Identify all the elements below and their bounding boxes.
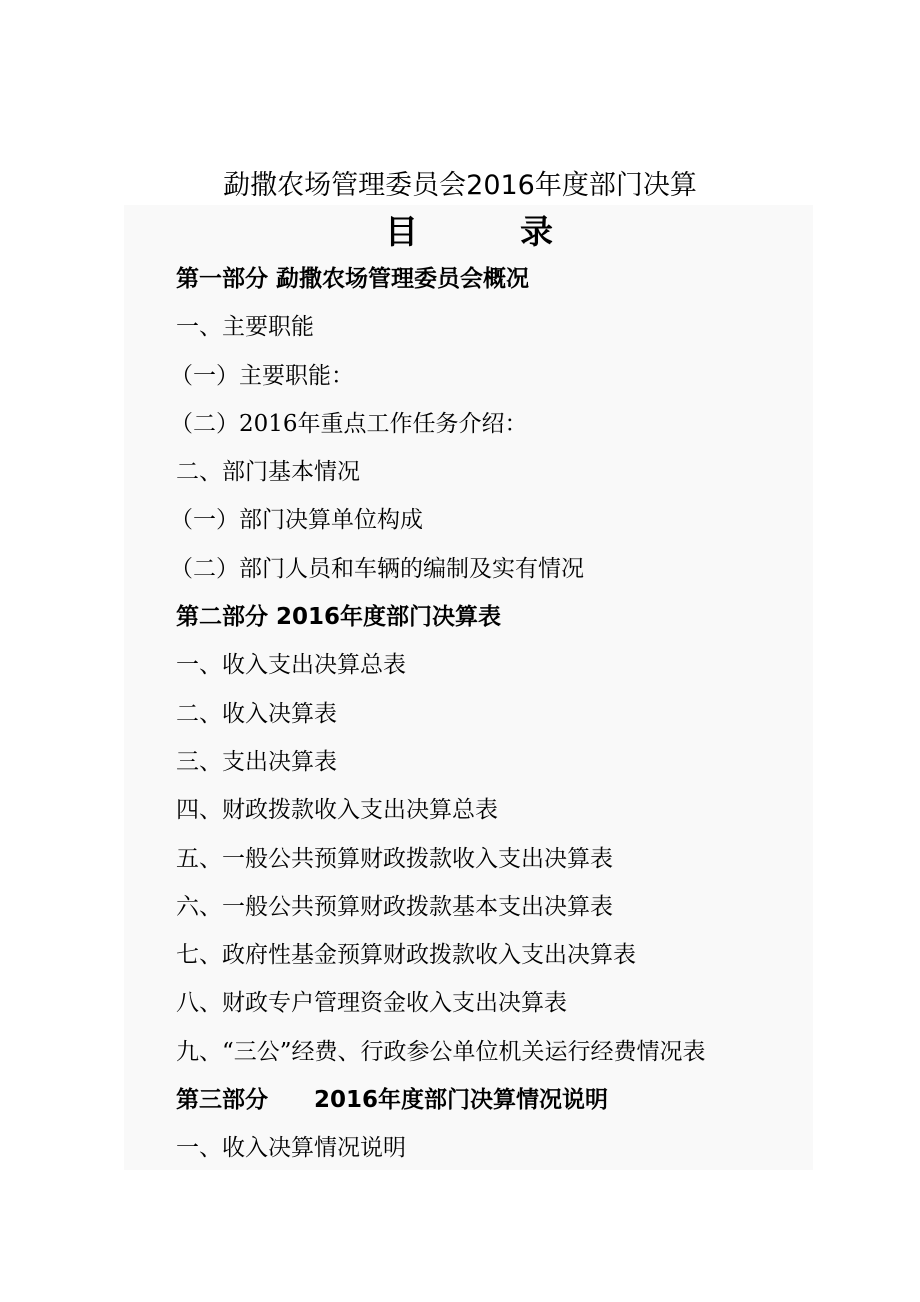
toc-section: 五、一般公共预算财政拨款收入支出决算表 xyxy=(176,845,613,872)
toc-subsection: （二）2016年重点工作任务介绍： xyxy=(170,410,528,437)
toc-section: 二、收入决算表 xyxy=(176,700,337,727)
toc-list xyxy=(170,255,706,1173)
toc-section: 八、财政专户管理资金收入支出决算表 xyxy=(176,990,567,1017)
toc-heading xyxy=(0,209,920,255)
toc-part-1: 第一部分 勐撒农场管理委员会概况 xyxy=(176,266,530,292)
toc-section: 一、主要职能 xyxy=(176,314,314,341)
toc-subsection: （一）主要职能： xyxy=(170,362,354,389)
toc-section: 二、部门基本情况 xyxy=(176,459,360,486)
toc-heading-char-1: 目 xyxy=(385,212,418,251)
toc-subsection: （一）部门决算单位构成 xyxy=(170,507,423,534)
toc-part-3: 第三部分 2016年度部门决算情况说明 xyxy=(176,1087,609,1114)
toc-section: 七、政府性基金预算财政拨款收入支出决算表 xyxy=(176,942,636,969)
toc-heading-char-2: 录 xyxy=(520,212,553,251)
toc-section: 一、收入支出决算总表 xyxy=(176,652,406,679)
toc-section: 三、支出决算表 xyxy=(176,748,337,775)
toc-section: 六、一般公共预算财政拨款基本支出决算表 xyxy=(176,893,613,920)
toc-section: 四、财政拨款收入支出决算总表 xyxy=(176,797,498,824)
toc-part-2: 第二部分 2016年度部门决算表 xyxy=(176,604,502,631)
toc-section: 九、“三公”经费、行政参公单位机关运行经费情况表 xyxy=(176,1038,706,1065)
document-title: 勐撒农场管理委员会2016年度部门决算 xyxy=(223,170,697,201)
toc-section: 一、收入决算情况说明 xyxy=(176,1135,406,1162)
toc-subsection: （二）部门人员和车辆的编制及实有情况 xyxy=(170,555,584,582)
